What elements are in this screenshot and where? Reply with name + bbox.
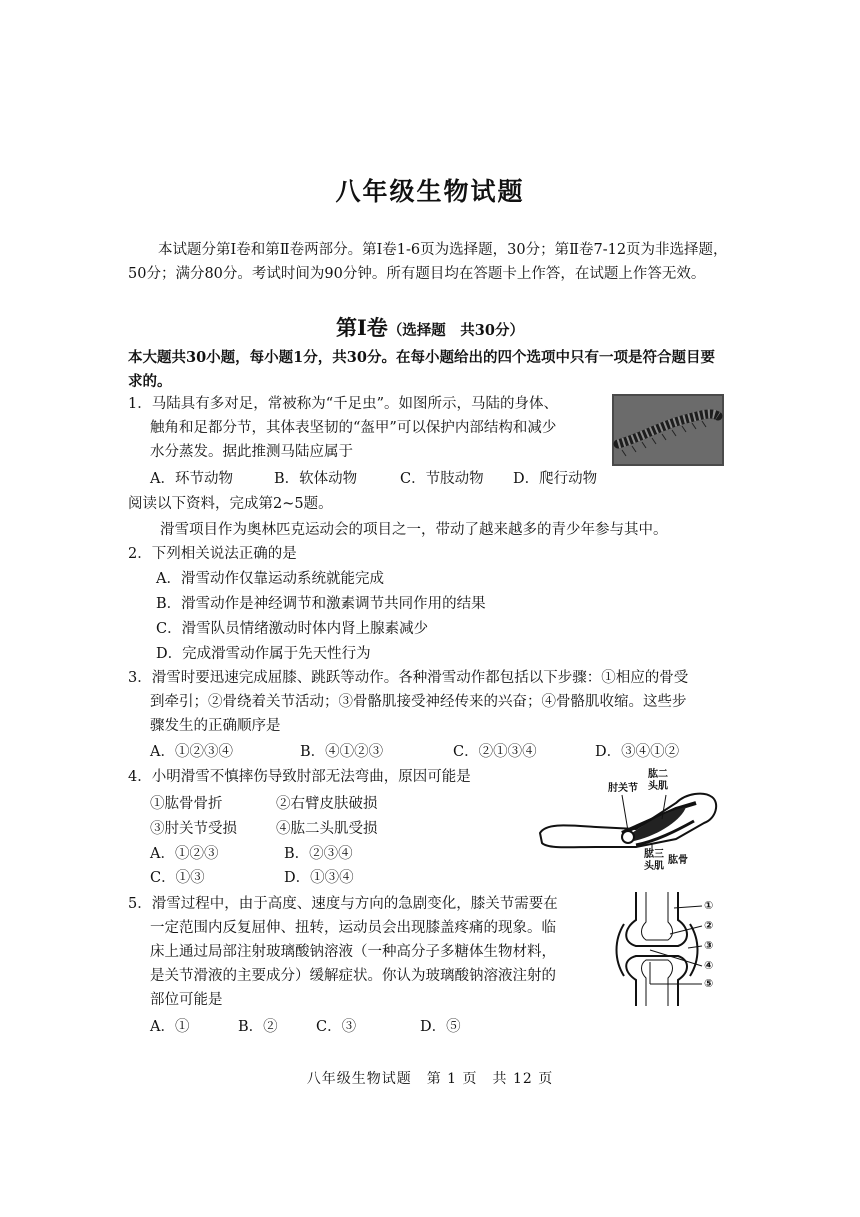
q5-stem-line4: 是关节滑液的主要成分）缓解症状。你认为玻璃酸钠溶液注射的: [150, 968, 556, 984]
arm-muscle-diagram: [536, 763, 726, 873]
q4-option-c[interactable]: C．①③: [150, 870, 205, 886]
page-footer: 八年级生物试题 第 1 页 共 12 页: [306, 1071, 554, 1087]
q5-stem-line1: 5．滑雪过程中，由于高度、速度与方向的急剧变化，膝关节需要在: [128, 896, 558, 912]
knee-label-1: ①: [704, 899, 714, 912]
knee-label-3: ③: [704, 939, 714, 952]
label-triceps-1: 肱三: [644, 849, 664, 860]
q1-option-c[interactable]: C．节肢动物: [400, 471, 484, 487]
q2-option-b[interactable]: B．滑雪动作是神经调节和激素调节共同作用的结果: [156, 596, 486, 612]
q4-stem: 4．小明滑雪不慎摔伤导致肘部无法弯曲，原因可能是: [128, 769, 471, 785]
q4-option-d[interactable]: D．①③④: [284, 870, 354, 886]
q1-option-a[interactable]: A．环节动物: [150, 471, 233, 487]
q1-option-b[interactable]: B．软体动物: [274, 471, 358, 487]
q2-option-a[interactable]: A．滑雪动作仅靠运动系统就能完成: [156, 571, 384, 587]
q2-option-d[interactable]: D．完成滑雪动作属于先天性行为: [156, 646, 371, 662]
q2-stem: 2．下列相关说法正确的是: [128, 546, 297, 562]
q3-option-b[interactable]: B．④①②③: [300, 744, 384, 760]
q5-option-a[interactable]: A．①: [150, 1019, 190, 1035]
q5-stem-line3: 床上通过局部注射玻璃酸钠溶液（一种高分子多糖体生物材料，: [150, 944, 556, 960]
label-biceps-1: 肱二: [648, 769, 668, 780]
q4-item-3: ③肘关节受损: [150, 821, 237, 837]
q3-stem-line2: 到牵引；②骨绕着关节活动；③骨骼肌接受神经传来的兴奋；④骨骼肌收缩。这些步: [150, 694, 687, 710]
q1-stem-line1: 1．马陆具有多对足，常被称为“千足虫”。如图所示，马陆的身体、: [128, 396, 559, 412]
q5-stem-line5: 部位可能是: [150, 992, 223, 1008]
millipede-photo: [612, 394, 724, 466]
knee-label-2: ②: [704, 919, 714, 932]
knee-label-5: ⑤: [704, 977, 714, 990]
q5-stem-line2: 一定范围内反复屈伸、扭转，运动员会出现膝盖疼痛的现象。临: [150, 920, 556, 936]
label-elbow-joint: 肘关节: [608, 783, 638, 794]
label-humerus: 肱骨: [668, 855, 688, 866]
q4-option-a[interactable]: A．①②③: [150, 846, 219, 862]
section-heading: [0, 312, 860, 342]
q3-option-c[interactable]: C．②①③④: [453, 744, 537, 760]
label-triceps-2: 头肌: [644, 861, 664, 872]
q1-stem-line3: 水分蒸发。据此推测马陆应属于: [150, 444, 353, 460]
q3-stem-line3: 骤发生的正确顺序是: [150, 718, 281, 734]
q3-option-a[interactable]: A．①②③④: [150, 744, 233, 760]
knee-label-4: ④: [704, 959, 714, 972]
section-subtitle: （选择题 共30分）: [387, 322, 524, 339]
section-instructions: 本大题共30小题，每小题1分，共30分。在每小题给出的四个选项中只有一项是符合题目要求的。: [128, 349, 715, 390]
exam-intro: 本试题分第Ⅰ卷和第Ⅱ卷两部分。第Ⅰ卷1-6页为选择题，30分；第Ⅱ卷7-12页为非选择题，50分；满分80分。考试时间为90分钟。所有题目均在答题卡上作答，在试题上作答无效。: [128, 242, 728, 282]
q4-item-1: ①肱骨骨折: [150, 796, 223, 812]
q3-stem-line1: 3．滑雪时要迅速完成屈膝、跳跃等动作。各种滑雪动作都包括以下步骤：①相应的骨受: [128, 670, 689, 686]
reading-lead: 阅读以下资料，完成第2~5题。: [128, 496, 333, 512]
q1-option-d[interactable]: D．爬行动物: [513, 471, 598, 487]
section-title: 第Ⅰ卷: [335, 315, 388, 340]
knee-joint-diagram: [610, 890, 722, 1008]
q3-option-d[interactable]: D．③④①②: [595, 744, 680, 760]
q4-item-2: ②右臂皮肤破损: [276, 796, 378, 812]
q4-item-4: ④肱二头肌受损: [276, 821, 378, 837]
label-biceps-2: 头肌: [648, 781, 668, 792]
q5-option-b[interactable]: B．②: [238, 1019, 278, 1035]
page-title: 八年级生物试题: [335, 177, 525, 206]
reading-passage: 滑雪项目作为奥林匹克运动会的项目之一，带动了越来越多的青少年参与其中。: [160, 522, 668, 538]
q2-option-c[interactable]: C．滑雪队员情绪激动时体内肾上腺素减少: [156, 621, 429, 637]
q1-stem-line2: 触角和足都分节，其体表坚韧的“盔甲”可以保护内部结构和减少: [150, 420, 557, 436]
q5-option-c[interactable]: C．③: [316, 1019, 357, 1035]
q4-option-b[interactable]: B．②③④: [284, 846, 353, 862]
q5-option-d[interactable]: D．⑤: [420, 1019, 461, 1035]
